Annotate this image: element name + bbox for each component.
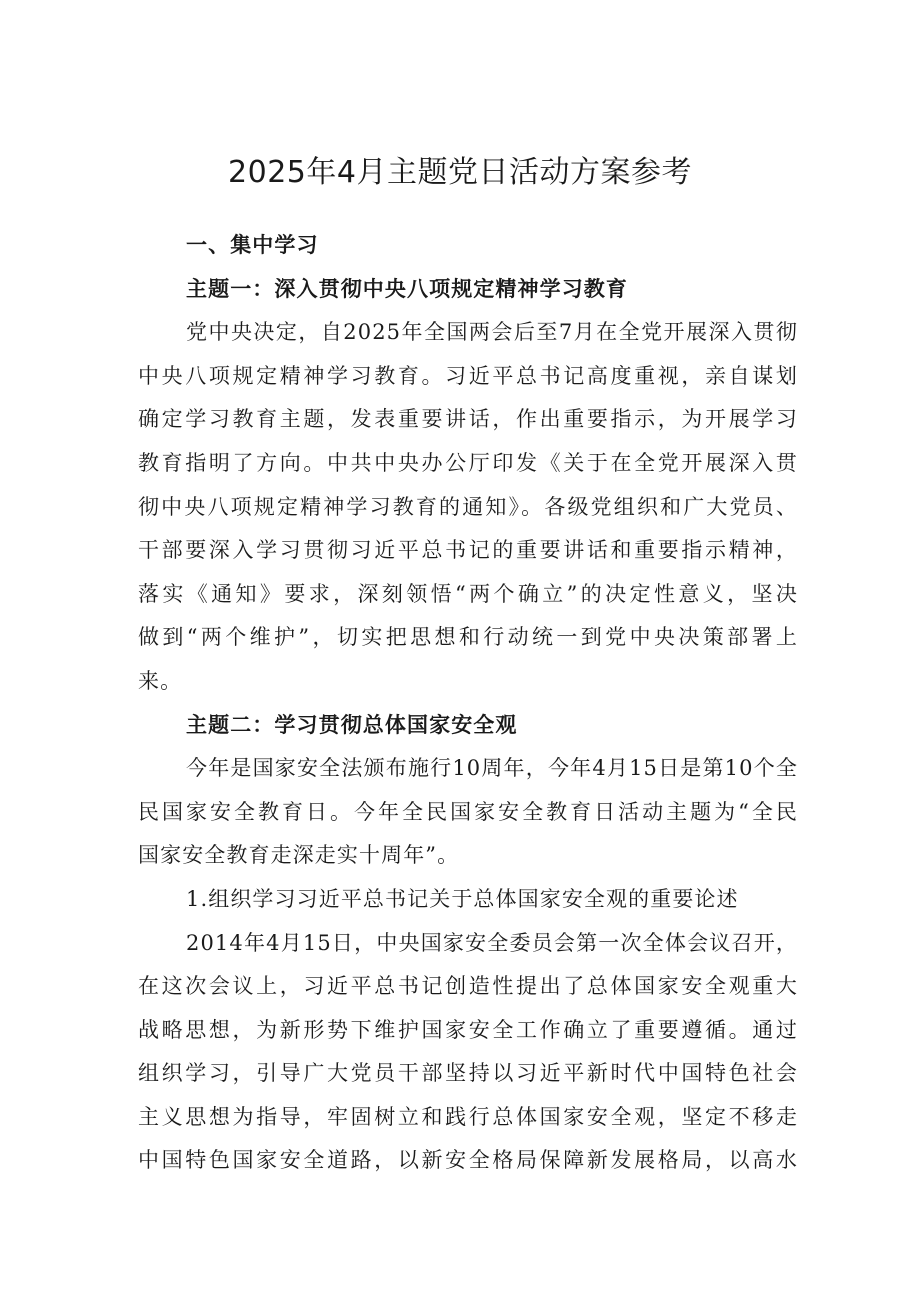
paragraph-line: 教育指明了方向。中共中央办公厅印发《关于在全党开展深入贯 bbox=[138, 450, 798, 475]
paragraph-line: 主义思想为指导，牢固树立和践行总体国家安全观，坚定不移走 bbox=[138, 1104, 798, 1129]
paragraph-line: 来。 bbox=[138, 668, 183, 693]
paragraph-line: 落实《通知》要求，深刻领悟“两个确立”的决定性意义，坚决 bbox=[138, 581, 798, 606]
document-title: 2025年4月主题党日活动方案参考 bbox=[228, 155, 692, 190]
paragraph-line: 2014年4月15日，中央国家安全委员会第一次全体会议召开， bbox=[186, 930, 798, 955]
section-heading-1: 一、集中学习 bbox=[186, 233, 319, 257]
paragraph-line: 彻中央八项规定精神学习教育的通知》。各级党组织和广大党员、 bbox=[138, 494, 798, 519]
document-body bbox=[138, 224, 798, 1183]
paragraph-line: 今年是国家安全法颁布施行10周年，今年4月15日是第10个全 bbox=[186, 756, 798, 781]
paragraph-line: 干部要深入学习贯彻习近平总书记的重要讲话和重要指示精神， bbox=[138, 538, 798, 563]
topic-heading-2: 主题二：学习贯彻总体国家安全观 bbox=[186, 712, 518, 737]
paragraph-line: 民国家安全教育日。今年全民国家安全教育日活动主题为“全民 bbox=[138, 799, 798, 824]
paragraph-line: 国家安全教育走深走实十周年”。 bbox=[138, 843, 460, 868]
paragraph-line: 确定学习教育主题，发表重要讲话，作出重要指示，为开展学习 bbox=[138, 407, 798, 432]
paragraph-line: 中央八项规定精神学习教育。习近平总书记高度重视，亲自谋划 bbox=[138, 363, 798, 388]
paragraph-line: 党中央决定，自2025年全国两会后至7月在全党开展深入贯彻 bbox=[186, 320, 798, 345]
paragraph-line: 做到“两个维护”，切实把思想和行动统一到党中央决策部署上 bbox=[138, 625, 798, 650]
paragraph-line: 在这次会议上，习近平总书记创造性提出了总体国家安全观重大 bbox=[138, 974, 798, 999]
paragraph-line: 组织学习，引导广大党员干部坚持以习近平新时代中国特色社会 bbox=[138, 1061, 798, 1086]
topic-heading-1: 主题一：深入贯彻中央八项规定精神学习教育 bbox=[186, 276, 628, 301]
subsection-heading: 1.组织学习习近平总书记关于总体国家安全观的重要论述 bbox=[186, 886, 739, 911]
paragraph-line: 战略思想，为新形势下维护国家安全工作确立了重要遵循。通过 bbox=[138, 1017, 798, 1042]
paragraph-line: 中国特色国家安全道路，以新安全格局保障新发展格局，以高水 bbox=[138, 1148, 798, 1173]
